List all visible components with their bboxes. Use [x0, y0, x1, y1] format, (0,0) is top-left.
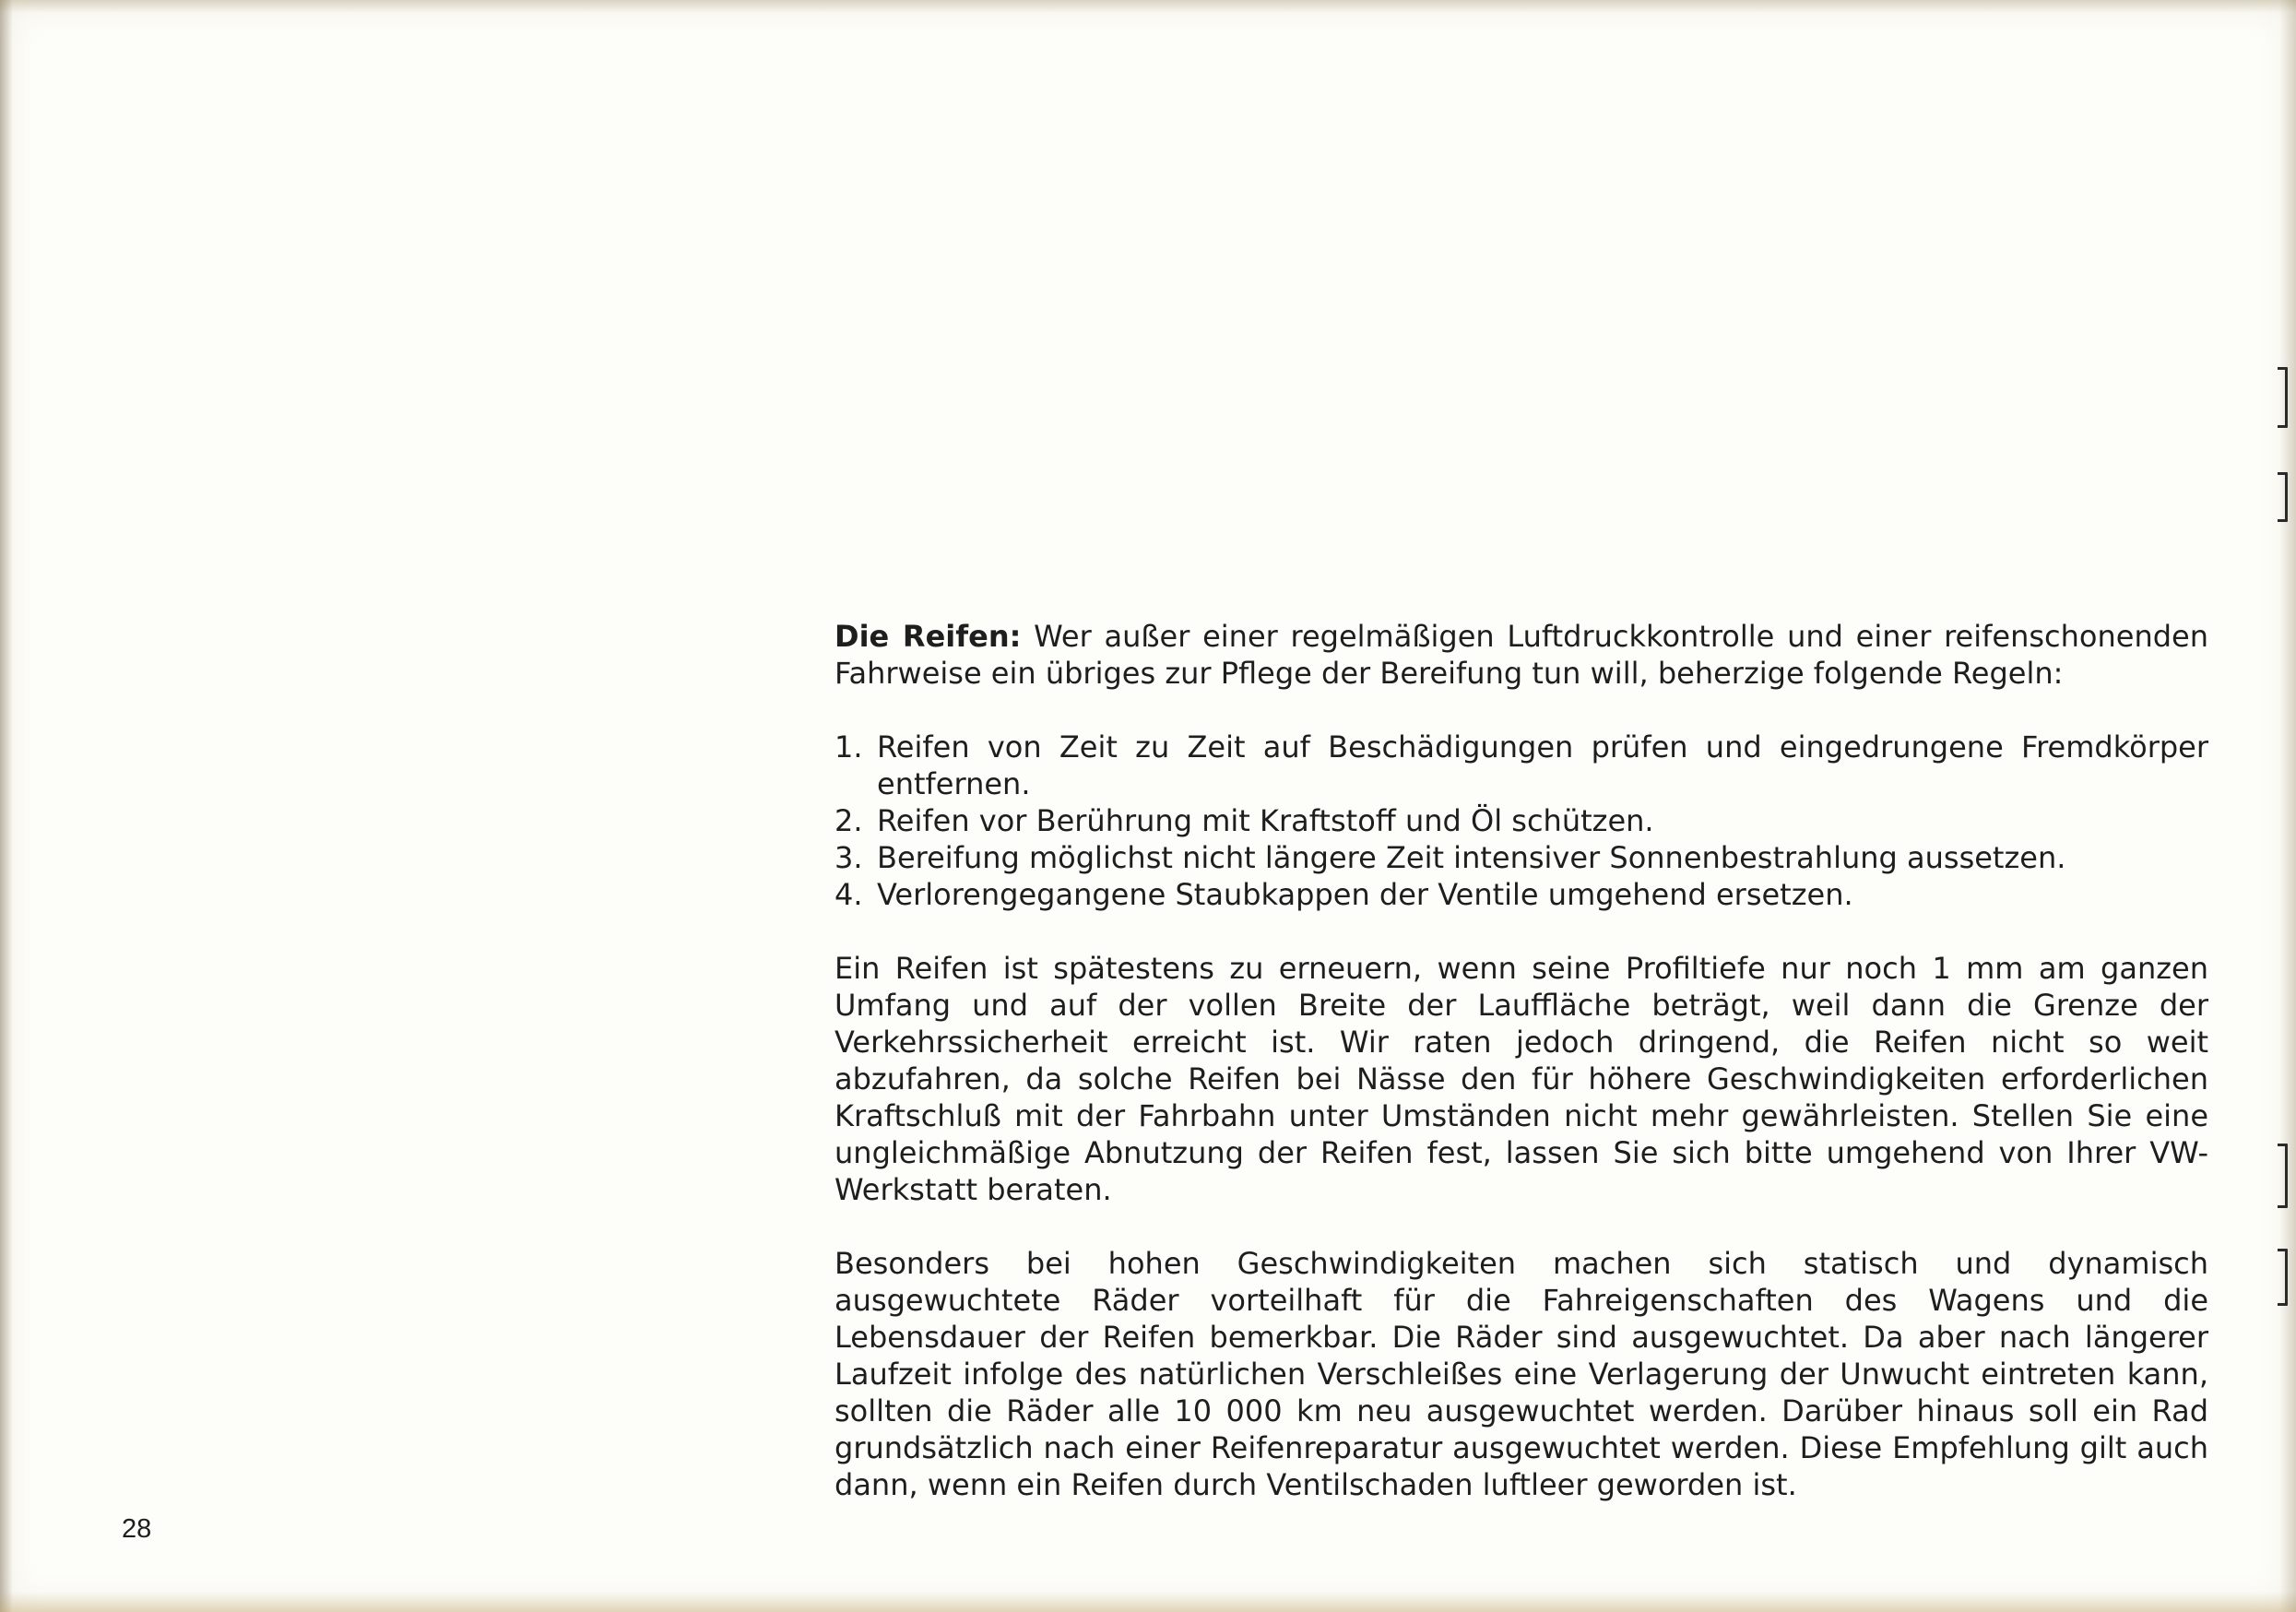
list-item-text: Verlorengegangene Staubkappen der Ventile umgehend ersetzen.	[877, 877, 1853, 912]
list-item	[834, 729, 2208, 802]
list-item-text: Reifen vor Berührung mit Kraftstoff und Öl schützen.	[877, 803, 1654, 838]
list-item	[834, 839, 2208, 876]
page-number: 28	[122, 1514, 152, 1544]
list-item	[834, 802, 2208, 839]
page-bottom-edge	[0, 1592, 2296, 1612]
tire-section	[834, 618, 2208, 1503]
margin-bracket-mark	[2285, 1249, 2288, 1306]
list-item-number: 2.	[834, 803, 863, 838]
list-item-number: 1.	[834, 729, 863, 765]
list-item-text: Bereifung möglichst nicht längere Zeit intensiver Sonnenbestrahlung aussetzen.	[877, 840, 2066, 875]
margin-bracket-mark	[2285, 1144, 2288, 1208]
tire-rules-list	[834, 729, 2208, 913]
page-binding-edge	[0, 0, 13, 1612]
list-item-number: 3.	[834, 840, 863, 875]
renewal-paragraph: Ein Reifen ist spätestens zu erneuern, wenn seine Profiltiefe nur noch 1 mm am ganzen Umfang und auf der vollen Breite der Lauffläche beträgt, weil dann die Grenze der Verkehrssicherheit erreicht ist. Wir raten jedoch dringend, die Reifen nicht so weit abzufahren, da solche Reifen bei Nässe den für höhere Geschwindigkeiten erforderlichen Kraftschluß mit der Fahrbahn unter Umständen nicht mehr gewährleisten. Stellen Sie eine ungleichmäßige Abnutzung der Reifen fest, lassen Sie sich bitte umgehend von Ihrer VW-Werkstatt beraten.	[834, 951, 2208, 1207]
balancing-paragraph: Besonders bei hohen Geschwindigkeiten machen sich statisch und dynamisch ausgewuchtete Räder vorteilhaft für die Fahreigenschaften des Wagens und die Lebensdauer der Reifen bemerkbar. Die Räder sind ausgewuchtet. Da aber nach längerer Laufzeit infolge des natürlichen Verschleißes eine Verlagerung der Unwucht eintreten kann, sollten die Räder alle 10 000 km neu ausgewuchtet werden. Darüber hinaus soll ein Rad grundsätzlich nach einer Reifenreparatur ausgewuchtet werden. Diese Empfehlung gilt auch dann, wenn ein Reifen durch Ventilschaden luftleer geworden ist.	[834, 1246, 2208, 1502]
page-right-edge	[2279, 0, 2296, 1612]
margin-bracket-mark	[2285, 367, 2288, 428]
intro-paragraph	[834, 618, 2208, 692]
list-item	[834, 876, 2208, 913]
margin-bracket-mark	[2285, 472, 2288, 522]
intro-text: Wer außer einer regelmäßigen Luftdruckkontrolle und einer reifenschonenden Fahrweise ein übriges zur Pflege der Bereifung tun will, beherzige folgende Regeln:	[834, 619, 2208, 691]
list-item-number: 4.	[834, 877, 863, 912]
list-item-text: Reifen von Zeit zu Zeit auf Beschädigungen prüfen und eingedrungene Fremdkörper entfernen.	[877, 729, 2208, 801]
section-heading: Die Reifen:	[834, 619, 1022, 654]
page-top-edge	[0, 0, 2296, 13]
